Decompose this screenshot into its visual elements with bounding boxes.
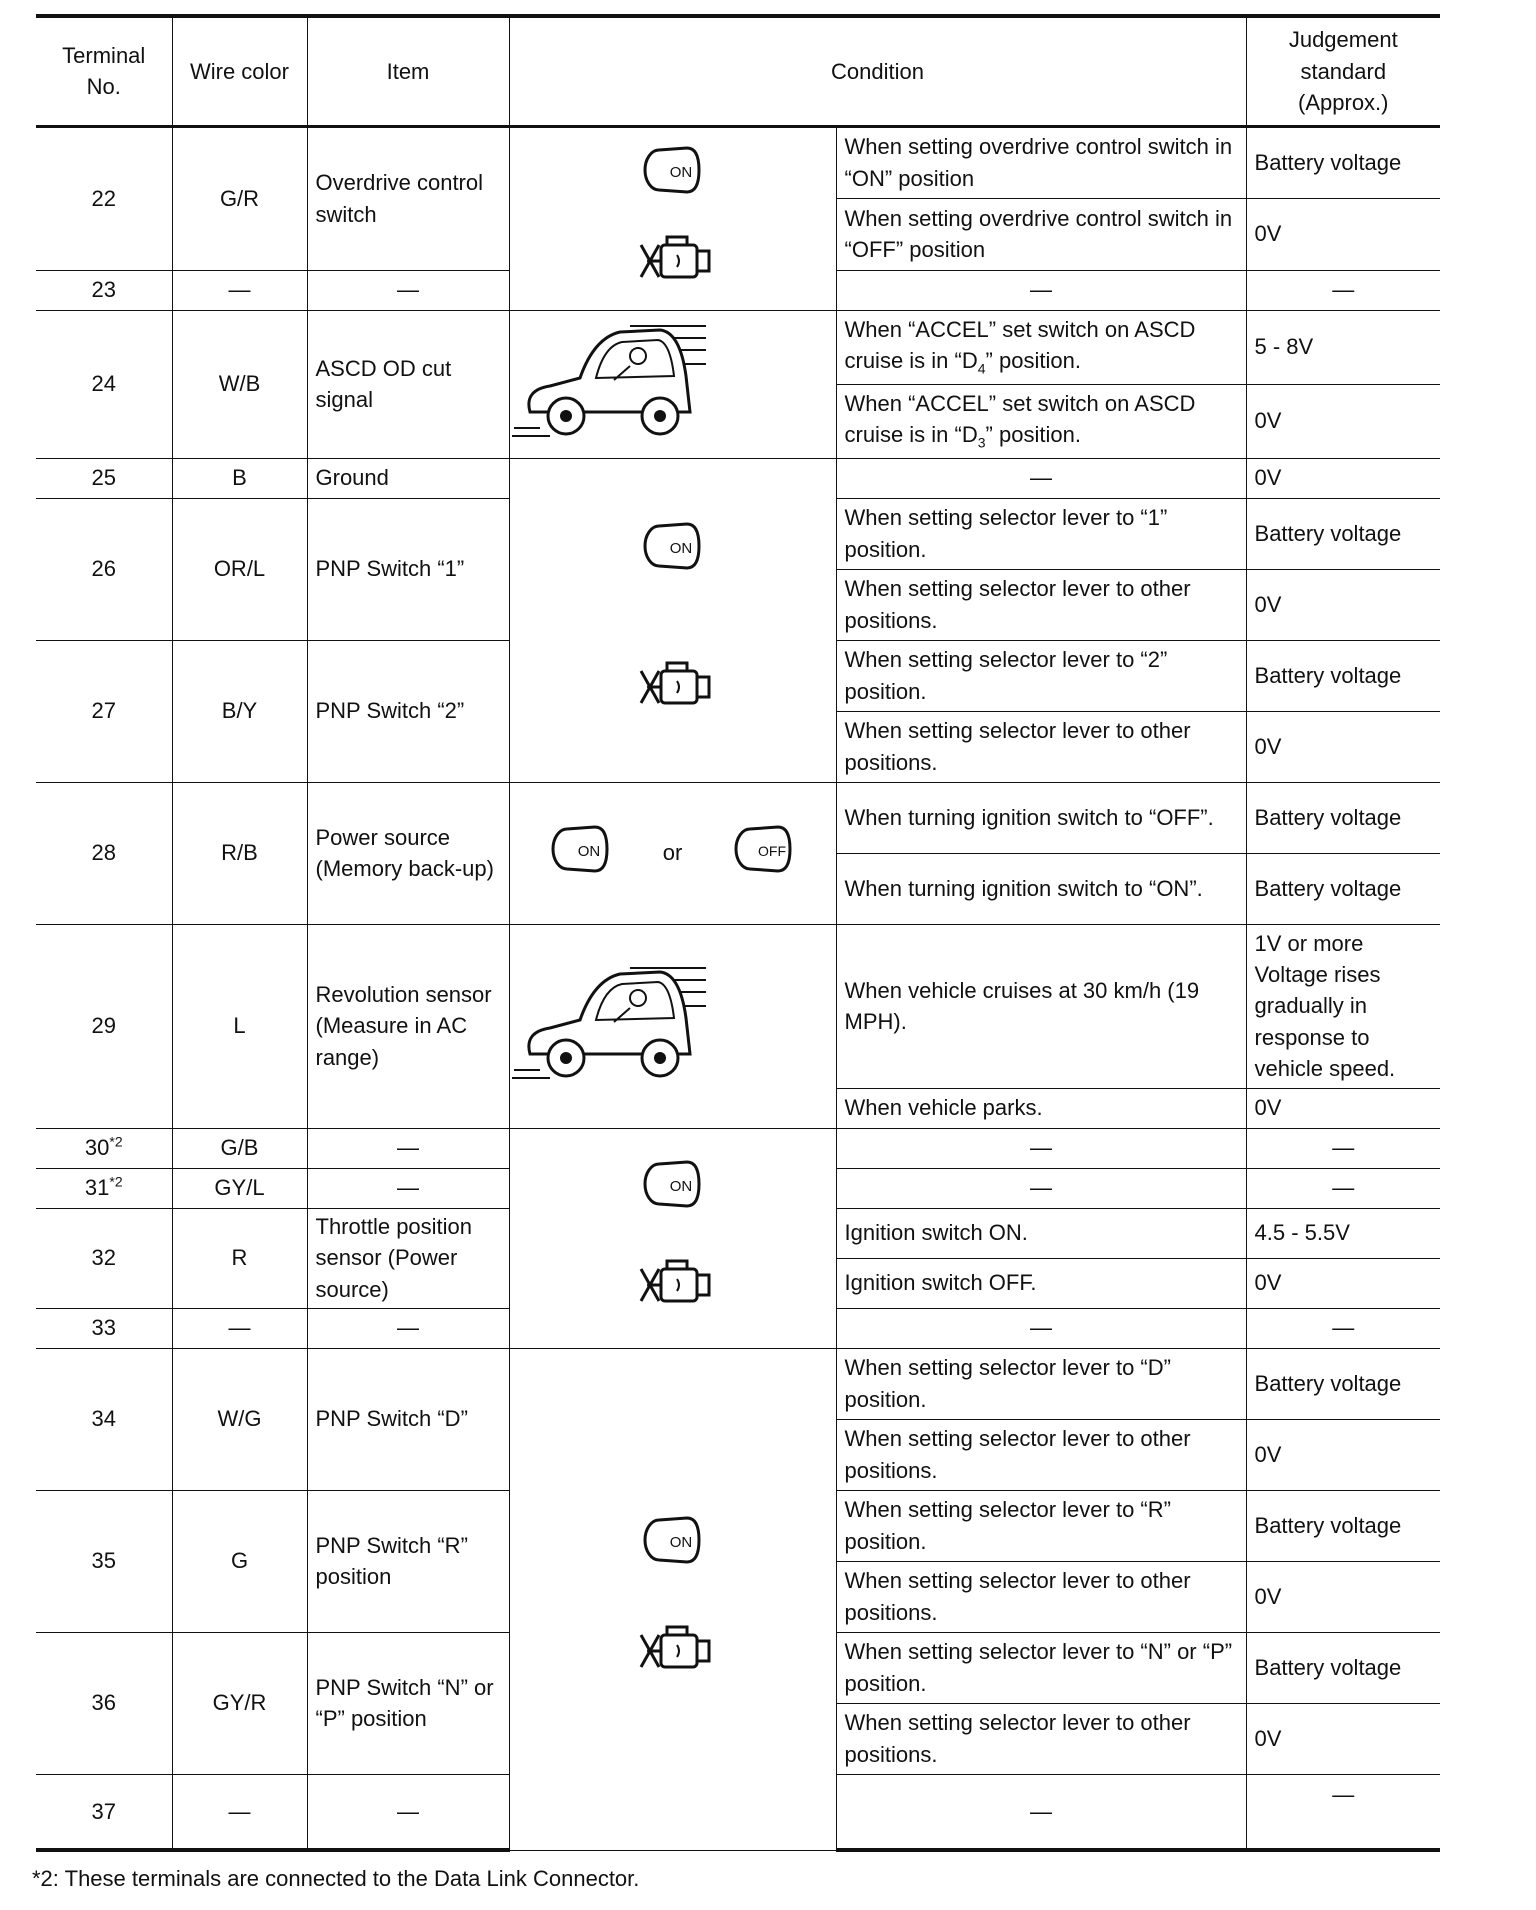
condition-text: When setting overdrive control switch in “ON” position: [836, 126, 1246, 198]
judgement-value: Battery voltage: [1246, 782, 1440, 853]
terminal-no: 24: [36, 310, 172, 458]
terminal-no-value: 31: [84, 1175, 110, 1201]
condition-text: [836, 384, 1246, 458]
judgement-value: —: [1246, 1774, 1440, 1850]
condition-text: When setting selector lever to “R” position.: [836, 1490, 1246, 1561]
judgement-value: 0V: [1246, 711, 1440, 782]
item-label: Power source (Memory back-up): [307, 782, 509, 924]
condition-illustration: [509, 310, 836, 458]
wire-color: G/B: [172, 1128, 307, 1168]
table-row: [36, 1348, 1440, 1419]
terminal-no: 29: [36, 924, 172, 1128]
table-row: [36, 310, 1440, 384]
condition-text: When setting selector lever to “2” position.: [836, 640, 1246, 711]
condition-text: [836, 310, 1246, 384]
item-label: —: [307, 270, 509, 310]
ignition-on-label: ON: [669, 1534, 692, 1552]
terminal-no: 27: [36, 640, 172, 782]
wire-color: —: [172, 1308, 307, 1348]
condition-text: —: [836, 270, 1246, 310]
judgement-value: Battery voltage: [1246, 640, 1440, 711]
ignition-on-icon: [641, 140, 705, 208]
judgement-value: 0V: [1246, 1088, 1440, 1128]
condition-text: When vehicle cruises at 30 km/h (19 MPH).: [836, 924, 1246, 1088]
judgement-value: Battery voltage: [1246, 1490, 1440, 1561]
engine-stopped-icon: [631, 1621, 715, 1687]
footnote-marker: *2: [109, 1134, 123, 1151]
ignition-on-icon: [549, 819, 613, 887]
ignition-on-icon: [641, 1154, 705, 1222]
judgement-value: Battery voltage: [1246, 1348, 1440, 1419]
terminal-no-value: 30: [84, 1135, 110, 1161]
wire-color: W/G: [172, 1348, 307, 1490]
terminal-no: [36, 1168, 172, 1208]
judgement-value: —: [1246, 1308, 1440, 1348]
ignition-on-label: ON: [577, 842, 600, 860]
condition-text: When setting selector lever to “1” position.: [836, 498, 1246, 569]
wire-color: B: [172, 458, 307, 498]
item-label: Overdrive control switch: [307, 126, 509, 270]
condition-text: When setting selector lever to “D” position.: [836, 1348, 1246, 1419]
item-label: —: [307, 1774, 509, 1850]
terminal-no: 36: [36, 1632, 172, 1774]
terminal-table: [36, 14, 1440, 1852]
condition-text: When setting selector lever to other positions.: [836, 1419, 1246, 1490]
footnote-marker: *2: [109, 1174, 123, 1191]
condition-illustration: [509, 782, 836, 924]
terminal-no: 23: [36, 270, 172, 310]
engine-stopped-icon: [631, 231, 715, 297]
table-row: [36, 782, 1440, 853]
item-label: Revolution sensor (Measure in AC range): [307, 924, 509, 1128]
condition-text: When turning ignition switch to “OFF”.: [836, 782, 1246, 853]
judgement-value: Battery voltage: [1246, 498, 1440, 569]
judgement-value: 5 - 8V: [1246, 310, 1440, 384]
judgement-value: 0V: [1246, 384, 1440, 458]
ignition-on-icon: [641, 516, 705, 584]
item-label: PNP Switch “1”: [307, 498, 509, 640]
judgement-value: —: [1246, 1168, 1440, 1208]
terminal-no: 37: [36, 1774, 172, 1850]
item-label: ASCD OD cut signal: [307, 310, 509, 458]
header-condition: Condition: [509, 16, 1246, 126]
condition-text: When setting selector lever to other positions.: [836, 569, 1246, 640]
terminal-no: 34: [36, 1348, 172, 1490]
table-row: [36, 1128, 1440, 1168]
judgement-value: Battery voltage: [1246, 853, 1440, 924]
condition-text: When vehicle parks.: [836, 1088, 1246, 1128]
condition-text: —: [836, 1774, 1246, 1850]
condition-text: When turning ignition switch to “ON”.: [836, 853, 1246, 924]
item-label: —: [307, 1128, 509, 1168]
wire-color: W/B: [172, 310, 307, 458]
judgement-value: Battery voltage: [1246, 1632, 1440, 1703]
condition-text: Ignition switch ON.: [836, 1208, 1246, 1258]
wire-color: R: [172, 1208, 307, 1308]
wire-color: L: [172, 924, 307, 1128]
wire-color: OR/L: [172, 498, 307, 640]
condition-illustration: [509, 1348, 836, 1850]
condition-illustration: [509, 924, 836, 1128]
wire-color: G: [172, 1490, 307, 1632]
condition-illustration: [509, 458, 836, 782]
ignition-on-icon: [641, 1510, 705, 1578]
condition-text: When setting selector lever to other positions.: [836, 711, 1246, 782]
header-item: Item: [307, 16, 509, 126]
wire-color: GY/L: [172, 1168, 307, 1208]
judgement-value: 4.5 - 5.5V: [1246, 1208, 1440, 1258]
ignition-on-label: ON: [669, 1178, 692, 1196]
condition-text: When setting selector lever to “N” or “P” position.: [836, 1632, 1246, 1703]
terminal-no: [36, 1128, 172, 1168]
condition-text-d4: When “ACCEL” set switch on ASCD cruise is in “$D_4$” position.: [844, 317, 1196, 377]
item-label: Ground: [307, 458, 509, 498]
driving-car-icon: [510, 958, 836, 1094]
condition-illustration: [509, 1128, 836, 1348]
item-label: PNP Switch “D”: [307, 1348, 509, 1490]
condition-text: When setting selector lever to other positions.: [836, 1561, 1246, 1632]
terminal-no: 32: [36, 1208, 172, 1308]
judgement-value: —: [1246, 270, 1440, 310]
item-label: PNP Switch “R” position: [307, 1490, 509, 1632]
condition-text: —: [836, 1168, 1246, 1208]
ignition-on-label: ON: [669, 163, 692, 181]
condition-text-d3: When “ACCEL” set switch on ASCD cruise is in “$D_3$” position.: [844, 391, 1196, 451]
footnote: *2: These terminals are connected to the Data Link Connector.: [32, 1866, 640, 1891]
judgement-value: 0V: [1246, 569, 1440, 640]
wire-color: GY/R: [172, 1632, 307, 1774]
terminal-no: 26: [36, 498, 172, 640]
table-row: [36, 924, 1440, 1088]
engine-stopped-icon: [631, 657, 715, 723]
header-wire-color: Wire color: [172, 16, 307, 126]
wire-color: —: [172, 270, 307, 310]
header-row: [36, 16, 1440, 126]
header-terminal: Terminal No.: [36, 16, 172, 126]
item-label: PNP Switch “2”: [307, 640, 509, 782]
terminal-no: 25: [36, 458, 172, 498]
or-label: or: [662, 840, 683, 866]
condition-text: —: [836, 1308, 1246, 1348]
ignition-off-label: OFF: [758, 842, 787, 859]
condition-text: —: [836, 1128, 1246, 1168]
header-judgement: Judgement standard (Approx.): [1246, 16, 1440, 126]
wire-color: G/R: [172, 126, 307, 270]
condition-illustration: [509, 126, 836, 310]
driving-car-icon: [510, 316, 836, 452]
wire-color: R/B: [172, 782, 307, 924]
judgement-value: 1V or more Voltage rises gradually in response to vehicle speed.: [1246, 924, 1440, 1088]
condition-text: When setting overdrive control switch in “OFF” position: [836, 198, 1246, 270]
condition-text: —: [836, 458, 1246, 498]
wire-color: B/Y: [172, 640, 307, 782]
wire-color: —: [172, 1774, 307, 1850]
condition-text: When setting selector lever to other positions.: [836, 1703, 1246, 1774]
item-label: —: [307, 1308, 509, 1348]
ignition-on-label: ON: [669, 540, 692, 558]
judgement-value: 0V: [1246, 1419, 1440, 1490]
judgement-value: 0V: [1246, 458, 1440, 498]
condition-text: Ignition switch OFF.: [836, 1258, 1246, 1308]
terminal-no: 35: [36, 1490, 172, 1632]
table-row: [36, 126, 1440, 198]
judgement-value: 0V: [1246, 198, 1440, 270]
judgement-value: 0V: [1246, 1258, 1440, 1308]
terminal-no: 22: [36, 126, 172, 270]
item-label: Throttle position sensor (Power source): [307, 1208, 509, 1308]
ignition-off-icon: [732, 819, 796, 887]
item-label: PNP Switch “N” or “P” position: [307, 1632, 509, 1774]
table-row: [36, 458, 1440, 498]
terminal-no: 28: [36, 782, 172, 924]
judgement-value: 0V: [1246, 1703, 1440, 1774]
judgement-value: —: [1246, 1128, 1440, 1168]
judgement-value: Battery voltage: [1246, 126, 1440, 198]
terminal-no: 33: [36, 1308, 172, 1348]
judgement-value: 0V: [1246, 1561, 1440, 1632]
engine-stopped-icon: [631, 1255, 715, 1321]
item-label: —: [307, 1168, 509, 1208]
